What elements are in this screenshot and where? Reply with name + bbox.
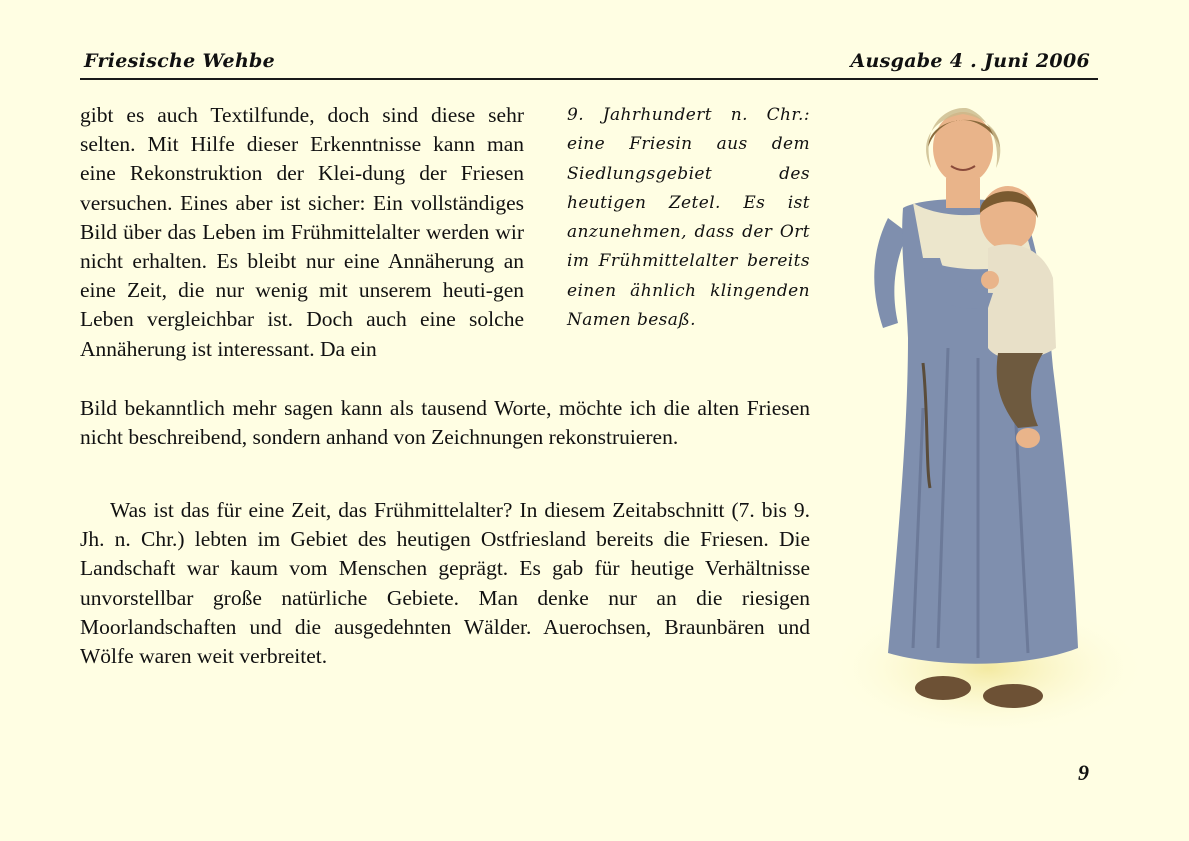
article-paragraph-1: gibt es auch Textilfunde, doch sind diese sehr selten. Mit Hilfe dieser Erkenntnisse kann man eine Rekonstruktion der Klei-dung der Friesen versuchen. Eines aber ist sicher: Ein vollständiges Bild über das Leben im Frühmittelalter werden wir nicht erhalten. Es bleibt nur eine Annäherung an eine Zeit, die nur wenig mit unserem heuti-gen Leben vergleichbar ist. Doch auch eine solche Annäherung ist interessant. Da ein	[80, 103, 524, 361]
frisian-woman-illustration	[828, 108, 1148, 728]
running-header	[80, 48, 1098, 80]
article-paragraph-1-continued: Bild bekanntlich mehr sagen kann als tausend Worte, möchte ich die alten Friesen nicht beschreibend, sondern anhand von Zeichnungen rekonstruieren.	[80, 396, 810, 450]
woman-hand	[981, 271, 999, 289]
page-number: 9	[1078, 760, 1089, 785]
woman-head	[933, 112, 993, 184]
issue-date: Ausgabe 4 . Juni 2006	[850, 50, 1090, 72]
woman-right-foot	[983, 684, 1043, 708]
child-foot	[1016, 428, 1040, 448]
publication-title: Friesische Wehbe	[84, 50, 276, 72]
article-paragraph-2: Was ist das für eine Zeit, das Frühmittelalter? In diesem Zeitabschnitt (7. bis 9. Jh. n. Chr.) lebten im Gebiet des heutigen Ostfriesland bereits die Friesen. Die Landschaft war kaum vom Menschen geprägt. Es gab für heutige Verhältnisse unvorstellbar große natürliche Gebiete. Man denke nur an die riesigen Moorlandschaften und die ausgedehnten Wälder. Auerochsen, Braunbären und Wölfe waren weit verbreitet.	[80, 498, 810, 669]
woman-left-foot	[915, 676, 971, 700]
image-caption: 9. Jahrhundert n. Chr.: eine Friesin aus dem Siedlungsgebiet des heutigen Zetel. Es ist anzunehmen, dass der Ort im Frühmittelalter bereits einen ähnlich klingenden Namen besaß.	[567, 105, 810, 331]
child-tunic	[988, 244, 1056, 359]
